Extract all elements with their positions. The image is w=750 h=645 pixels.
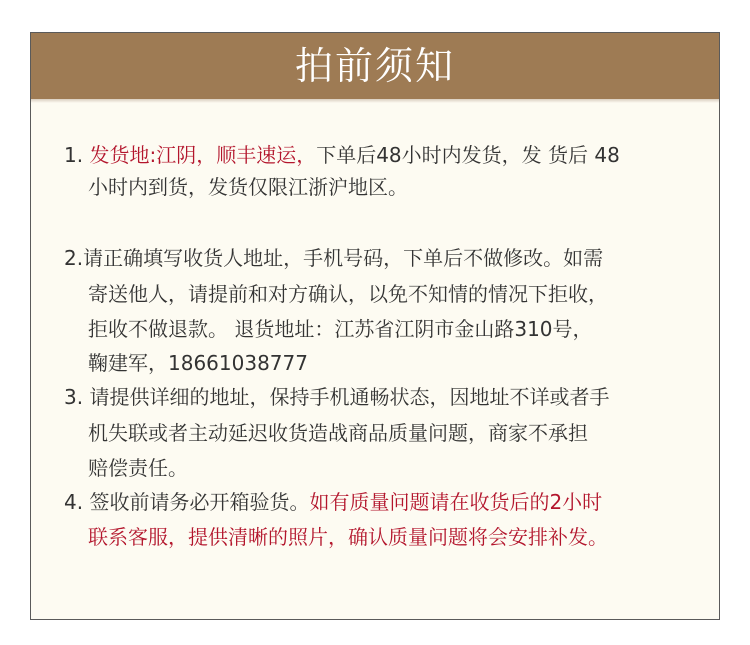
item4-inspect-note: 4. 签收前请务必开箱验货。 — [64, 490, 310, 514]
item3-line2: 机失联或者主动延迟收货造战商品质量问题，商家不承担 — [88, 421, 588, 445]
item4-line2: 联系客服，提供清晰的照片，确认质量问题将会安排补发。 — [88, 525, 608, 549]
item4-quality-note: 如有质量问题请在收货后的2小时 — [309, 490, 603, 514]
item3-line1: 3. 请提供详细的地址，保持手机通畅状态，因地址不详或者手 — [64, 385, 610, 409]
item1-number: 1. — [64, 143, 90, 167]
item2-line1: 2.请正确填写收货人地址，手机号码，下单后不做修改。如需 — [64, 246, 604, 270]
item1-shipping-time: 下单后48小时内发货，发 货后 48 — [316, 143, 620, 167]
item2-line2: 寄送他人，请提前和对方确认，以免不知情的情况下拒收， — [88, 282, 608, 306]
item2-line4: 鞠建军，18661038777 — [88, 351, 308, 375]
header-divider — [31, 99, 719, 103]
item1-shipping-origin: 发货地:江阴，顺丰速运， — [89, 143, 317, 167]
item4-line1 — [64, 484, 602, 520]
item2-line3: 拒收不做退款。 退货地址：江苏省江阴市金山路310号， — [88, 317, 593, 341]
item1-line2: 小时内到货，发货仅限江浙沪地区。 — [88, 175, 408, 199]
notice-header — [31, 33, 719, 99]
page-title: 拍前须知 — [294, 44, 455, 88]
item1-line1 — [64, 137, 620, 173]
item3-line3: 赔偿责任。 — [88, 456, 188, 480]
